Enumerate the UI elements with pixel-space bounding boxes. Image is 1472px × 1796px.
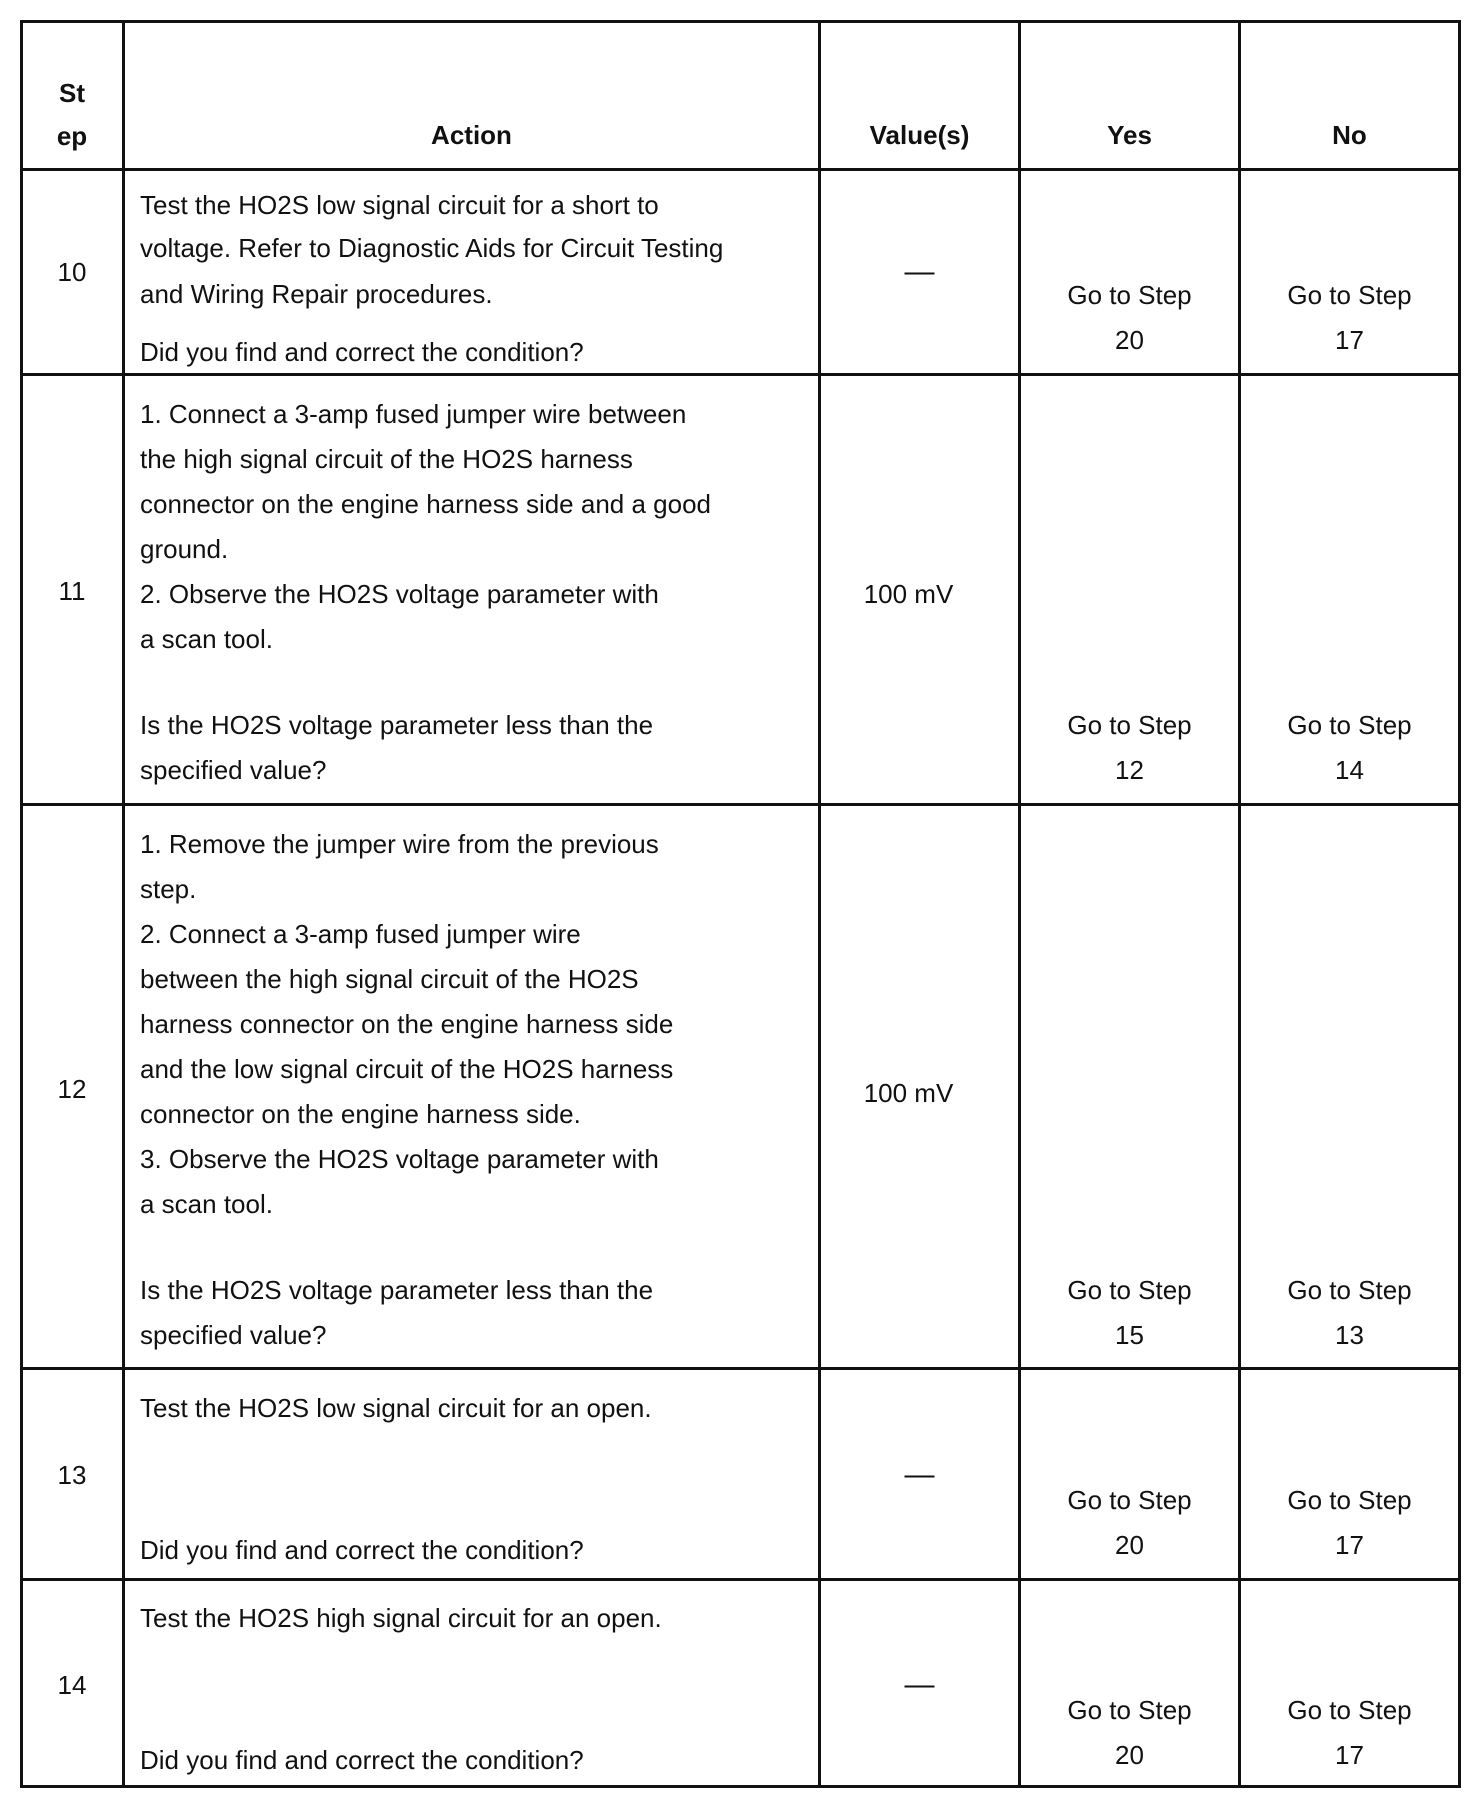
action-line: connector on the engine harness side. bbox=[140, 1099, 581, 1129]
yes-line1: Go to Step bbox=[1067, 1485, 1192, 1515]
action-line: Is the HO2S voltage parameter less than the bbox=[140, 1275, 654, 1305]
no-cell bbox=[1241, 1268, 1458, 1358]
header-no: No bbox=[1332, 120, 1367, 150]
action-line: the high signal circuit of the HO2S harness bbox=[140, 444, 633, 474]
no-cell bbox=[1241, 1688, 1458, 1778]
no-line2: 13 bbox=[1335, 1320, 1364, 1350]
step-number: 11 bbox=[58, 576, 86, 606]
step-number: 13 bbox=[57, 1460, 87, 1490]
action-line: voltage. Refer to Diagnostic Aids for Circuit Testing bbox=[140, 233, 724, 263]
action-line: Test the HO2S low signal circuit for a short to bbox=[140, 190, 659, 220]
action-line: specified value? bbox=[140, 1320, 327, 1350]
no-line2: 17 bbox=[1335, 325, 1364, 355]
value-cell: — bbox=[904, 1458, 935, 1491]
no-cell bbox=[1241, 273, 1458, 363]
no-line1: Go to Step bbox=[1287, 280, 1412, 310]
action-line: ground. bbox=[140, 534, 229, 564]
yes-line2: 20 bbox=[1115, 1740, 1144, 1770]
action-line: between the high signal circuit of the HO2S bbox=[140, 964, 639, 994]
step-number: 12 bbox=[57, 1074, 87, 1104]
table-border-bottom bbox=[20, 1785, 1460, 1788]
yes-line2: 20 bbox=[1115, 1530, 1144, 1560]
table-border-top bbox=[20, 20, 1460, 23]
yes-cell bbox=[1021, 273, 1238, 363]
no-line1: Go to Step bbox=[1287, 1275, 1412, 1305]
action-line: Did you find and correct the condition? bbox=[140, 1745, 584, 1775]
value-cell: 100 mV bbox=[863, 579, 954, 609]
yes-cell bbox=[1021, 1478, 1238, 1568]
no-line2: 17 bbox=[1335, 1740, 1364, 1770]
column-divider-no bbox=[1458, 20, 1461, 1788]
yes-line2: 15 bbox=[1115, 1320, 1144, 1350]
header-yes: Yes bbox=[1107, 120, 1152, 150]
column-divider-step bbox=[122, 20, 125, 1788]
action-line: Test the HO2S high signal circuit for an open. bbox=[140, 1603, 662, 1633]
action-line: 2. Observe the HO2S voltage parameter with bbox=[140, 579, 659, 609]
no-cell bbox=[1241, 703, 1458, 793]
action-line: Is the HO2S voltage parameter less than the bbox=[140, 710, 654, 740]
yes-cell bbox=[1021, 1268, 1238, 1358]
header-step-line1: St bbox=[59, 78, 85, 108]
action-line: harness connector on the engine harness side bbox=[140, 1009, 674, 1039]
action-line: connector on the engine harness side and a good bbox=[140, 489, 711, 519]
step-number: 10 bbox=[57, 257, 87, 287]
no-cell bbox=[1241, 1478, 1458, 1568]
action-line: Did you find and correct the condition? bbox=[140, 337, 584, 367]
action-line: 3. Observe the HO2S voltage parameter with bbox=[140, 1144, 659, 1174]
yes-line2: 12 bbox=[1115, 755, 1144, 785]
action-line: and the low signal circuit of the HO2S harness bbox=[140, 1054, 674, 1084]
no-line1: Go to Step bbox=[1287, 1695, 1412, 1725]
action-line: 1. Connect a 3-amp fused jumper wire between bbox=[140, 399, 687, 429]
yes-cell bbox=[1021, 1688, 1238, 1778]
value-cell: — bbox=[904, 255, 935, 288]
no-line2: 17 bbox=[1335, 1530, 1364, 1560]
yes-line1: Go to Step bbox=[1067, 1275, 1192, 1305]
yes-line1: Go to Step bbox=[1067, 1695, 1192, 1725]
yes-line1: Go to Step bbox=[1067, 280, 1192, 310]
yes-cell bbox=[1021, 703, 1238, 793]
action-line: a scan tool. bbox=[140, 1189, 273, 1219]
action-line: step. bbox=[140, 874, 197, 904]
action-line: Test the HO2S low signal circuit for an open. bbox=[140, 1393, 652, 1423]
action-line: 2. Connect a 3-amp fused jumper wire bbox=[140, 919, 581, 949]
no-line1: Go to Step bbox=[1287, 1485, 1412, 1515]
action-line: a scan tool. bbox=[140, 624, 273, 654]
value-cell: 100 mV bbox=[863, 1078, 954, 1108]
header-divider bbox=[20, 168, 1460, 171]
no-line2: 14 bbox=[1335, 755, 1364, 785]
action-line: specified value? bbox=[140, 755, 327, 785]
header-action: Action bbox=[431, 120, 512, 150]
row-divider bbox=[20, 803, 1460, 806]
row-divider bbox=[20, 1367, 1460, 1370]
yes-line2: 20 bbox=[1115, 325, 1144, 355]
row-divider bbox=[20, 1578, 1460, 1581]
step-number: 14 bbox=[57, 1670, 87, 1700]
header-step bbox=[22, 78, 122, 152]
yes-line1: Go to Step bbox=[1067, 710, 1192, 740]
action-line: and Wiring Repair procedures. bbox=[140, 279, 493, 309]
action-line: 1. Remove the jumper wire from the previous bbox=[140, 829, 659, 859]
value-cell: — bbox=[904, 1668, 935, 1701]
header-values: Value(s) bbox=[869, 120, 970, 150]
action-line: Did you find and correct the condition? bbox=[140, 1535, 584, 1565]
header-step-line2: ep bbox=[56, 121, 88, 151]
no-line1: Go to Step bbox=[1287, 710, 1412, 740]
